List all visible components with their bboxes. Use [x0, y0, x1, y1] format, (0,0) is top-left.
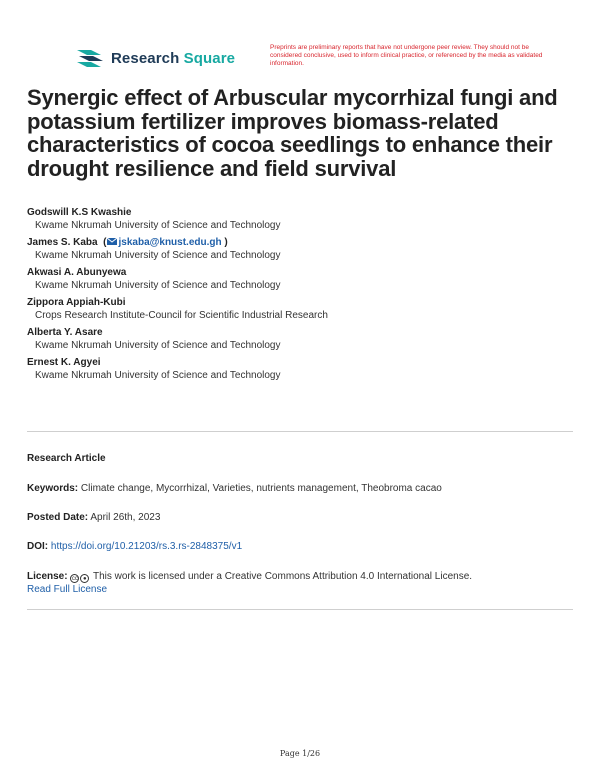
author-name: Zippora Appiah-Kubi — [27, 297, 126, 308]
paper-title: Synergic effect of Arbuscular mycorrhizal fungi and potassium fertilizer improves biomass-related characteristics of cocoa seedlings to enhance their drought resilience and field survival — [27, 85, 558, 181]
research-square-logo[interactable] — [75, 46, 235, 70]
read-full-license-link[interactable]: Read Full License — [27, 584, 108, 595]
license — [27, 570, 573, 596]
article-type: Research Article — [27, 453, 106, 464]
divider — [27, 431, 573, 432]
keywords-value: Climate change, Mycorrhizal, Varieties, nutrients management, Theobroma cacao — [80, 483, 442, 494]
doi-label: DOI: — [27, 541, 49, 552]
keywords — [27, 482, 573, 495]
author-affiliation: Kwame Nkrumah University of Science and Technology — [35, 250, 281, 261]
author-name: Godswill K.S Kwashie — [27, 207, 132, 218]
license-text: This work is licensed under a Creative Commons Attribution 4.0 International License. — [92, 571, 473, 582]
attribution-icon: ● — [80, 574, 89, 583]
author-affiliation: Kwame Nkrumah University of Science and Technology — [35, 220, 281, 231]
author-affiliation: Kwame Nkrumah University of Science and Technology — [35, 340, 281, 351]
author-entry — [27, 326, 572, 356]
mail-icon — [107, 238, 117, 245]
license-label: License: — [27, 571, 68, 582]
preprint-disclaimer: Preprints are preliminary reports that have not undergone peer review. They should not be considered conclusive, used to inform clinical practice, or referenced by the media as validated information. — [270, 44, 543, 67]
page-number: Page 1/26 — [279, 749, 321, 758]
author-entry — [27, 356, 572, 386]
author-name: Ernest K. Agyei — [27, 357, 101, 368]
author-email-link[interactable]: jskaba@knust.edu.gh — [107, 237, 222, 248]
author-entry — [27, 236, 572, 266]
research-square-logo-icon — [75, 46, 105, 70]
author-name: Alberta Y. Asare — [27, 327, 103, 338]
author-name: James S. Kaba ( jskaba@knust.edu.gh ) — [27, 237, 228, 248]
logo-wordmark: Research Square — [111, 49, 236, 67]
posted-date-value: April 26th, 2023 — [90, 512, 161, 523]
author-entry — [27, 266, 572, 296]
author-name: Akwasi A. Abunyewa — [27, 267, 127, 278]
posted-date — [27, 511, 573, 524]
keywords-label: Keywords: — [27, 483, 79, 494]
posted-date-label: Posted Date: — [27, 512, 89, 523]
author-affiliation: Crops Research Institute-Council for Scientific Industrial Research — [35, 310, 328, 321]
author-list — [27, 206, 572, 386]
creative-commons-icon: cc — [71, 576, 78, 582]
author-entry — [27, 206, 572, 236]
divider — [27, 609, 573, 610]
author-affiliation: Kwame Nkrumah University of Science and Technology — [35, 280, 281, 291]
doi-link[interactable]: https://doi.org/10.21203/rs.3.rs-2848375/v1 — [50, 541, 243, 552]
doi — [27, 540, 573, 553]
author-entry — [27, 296, 572, 326]
author-affiliation: Kwame Nkrumah University of Science and Technology — [35, 370, 281, 381]
